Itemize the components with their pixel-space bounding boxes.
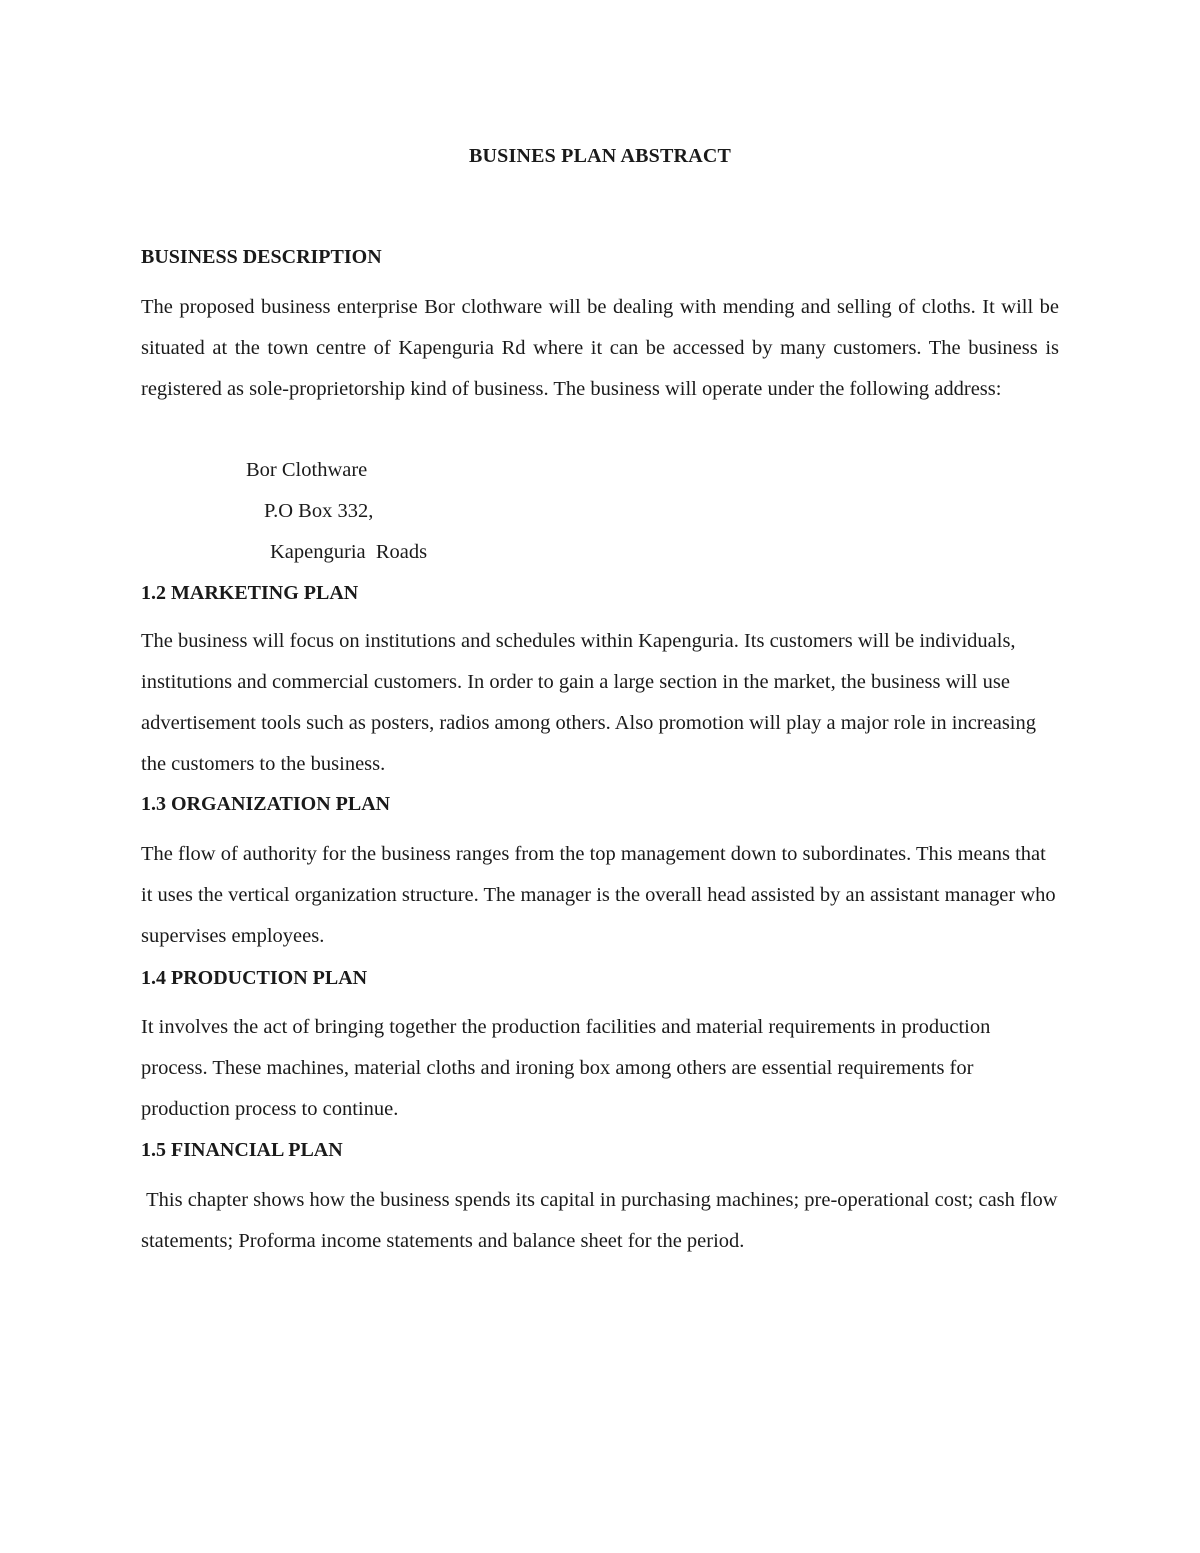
heading-organization-plan: 1.3 ORGANIZATION PLAN <box>141 793 391 815</box>
address-line-name: Bor Clothware <box>246 459 368 481</box>
document-title: BUSINES PLAN ABSTRACT <box>468 145 732 167</box>
address-line-po-box: P.O Box 332, <box>264 500 374 522</box>
paragraph-business-description: The proposed business enterprise Bor clothware will be dealing with mending and selling of cloths. It will be situated at the town centre of Kapenguria Rd where it can be accessed by many customers. The business is registered as sole-proprietorship kind of business. The business will operate under the following address: <box>141 296 1059 400</box>
paragraph-marketing-plan: The business will focus on institutions and schedules within Kapenguria. Its customers will be individuals, institutions and commercial customers. In order to gain a large section in the market, the business will use advertisement tools such as posters, radios among others. Also promotion will play a major role in increasing the customers to the business. <box>141 630 1036 775</box>
heading-business-description: BUSINESS DESCRIPTION <box>141 246 382 268</box>
address-line-road: Kapenguria Roads <box>270 541 428 563</box>
heading-financial-plan: 1.5 FINANCIAL PLAN <box>141 1139 343 1161</box>
heading-production-plan: 1.4 PRODUCTION PLAN <box>141 967 368 989</box>
paragraph-production-plan: It involves the act of bringing together the production facilities and material requirements in production process. These machines, material cloths and ironing box among others are essential requirements for production process to continue. <box>141 1016 991 1120</box>
paragraph-organization-plan: The flow of authority for the business ranges from the top management down to subordinates. This means that it uses the vertical organization structure. The manager is the overall head assisted by an assistant manager who supervises employees. <box>141 843 1056 947</box>
heading-marketing-plan: 1.2 MARKETING PLAN <box>141 582 359 604</box>
paragraph-financial-plan: This chapter shows how the business spends its capital in purchasing machines; pre-operational cost; cash flow statements; Proforma income statements and balance sheet for the period. <box>141 1189 1063 1252</box>
